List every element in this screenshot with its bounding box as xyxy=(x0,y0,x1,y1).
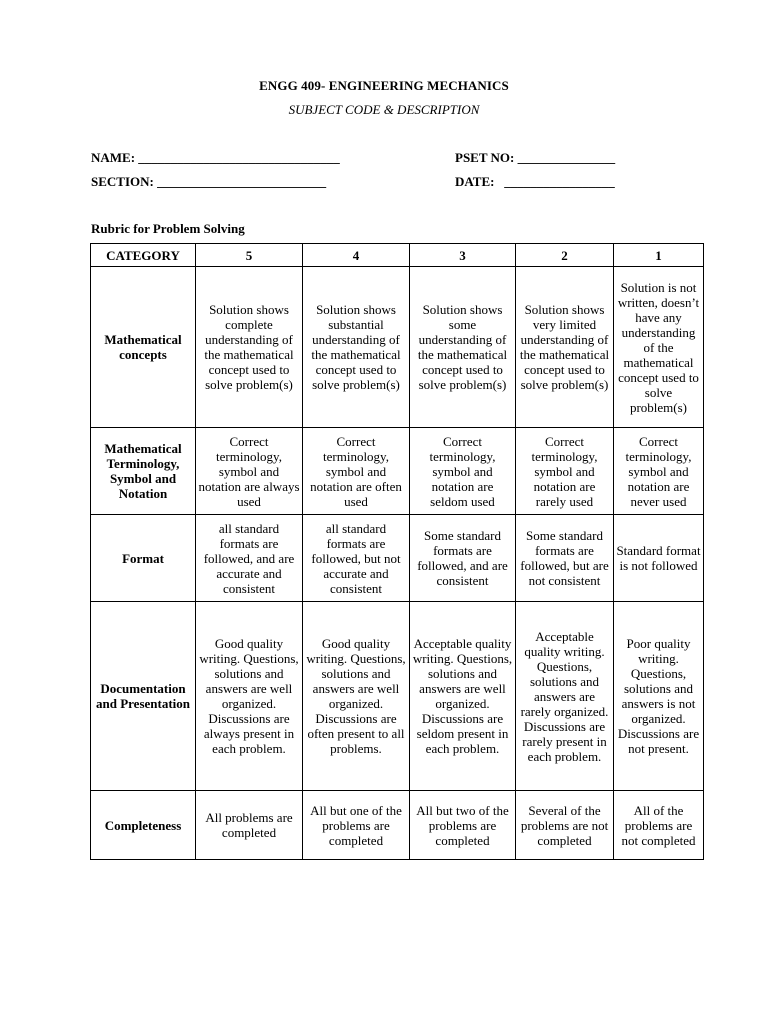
section-field: SECTION: __________________________ xyxy=(91,174,327,189)
criteria-cell: All but two of the problems are completed xyxy=(410,791,516,860)
table-row xyxy=(91,602,704,791)
criteria-cell: Correct terminology, symbol and notation are often used xyxy=(303,428,410,515)
criteria-cell: Acceptable quality writing. Questions, solutions and answers are rarely organized. Discussions are rarely present in each problem. xyxy=(516,602,614,791)
criteria-cell: Poor quality writing. Questions, solutions and answers is not organized. Discussions are not present. xyxy=(614,602,704,791)
criteria-cell: Good quality writing. Questions, solutions and answers are well organized. Discussions are often present to all problems. xyxy=(303,602,410,791)
criteria-cell: Solution shows complete understanding of the mathematical concept used to solve problem(s) xyxy=(196,267,303,428)
criteria-cell: Several of the problems are not completed xyxy=(516,791,614,860)
criteria-cell: All of the problems are not completed xyxy=(614,791,704,860)
date-field: DATE: _________________ xyxy=(455,174,615,189)
category-cell: Mathematical Terminology, Symbol and Notation xyxy=(91,428,196,515)
criteria-cell: Solution shows substantial understanding of the mathematical concept used to solve problem(s) xyxy=(303,267,410,428)
column-header-score-2: 2 xyxy=(516,244,614,267)
criteria-cell: all standard formats are followed, but not accurate and consistent xyxy=(303,515,410,602)
criteria-cell: Correct terminology, symbol and notation are always used xyxy=(196,428,303,515)
criteria-cell: Good quality writing. Questions, solutions and answers are well organized. Discussions are always present in each problem. xyxy=(196,602,303,791)
column-header-category: CATEGORY xyxy=(91,244,196,267)
course-subtitle: SUBJECT CODE & DESCRIPTION xyxy=(288,102,480,117)
criteria-cell: Correct terminology, symbol and notation are never used xyxy=(614,428,704,515)
category-cell: Format xyxy=(91,515,196,602)
criteria-cell: Standard format is not followed xyxy=(614,515,704,602)
table-row xyxy=(91,515,704,602)
criteria-cell: All but one of the problems are completed xyxy=(303,791,410,860)
name-field: NAME: _______________________________ xyxy=(91,150,340,165)
table-row xyxy=(91,267,704,428)
criteria-cell: Solution shows very limited understanding of the mathematical concept used to solve problem(s) xyxy=(516,267,614,428)
criteria-cell: Correct terminology, symbol and notation are rarely used xyxy=(516,428,614,515)
criteria-cell: Solution is not written, doesn’t have any understanding of the mathematical concept used to solve problem(s) xyxy=(614,267,704,428)
rubric-heading: Rubric for Problem Solving xyxy=(91,221,245,236)
column-header-score-4: 4 xyxy=(303,244,410,267)
table-row xyxy=(91,428,704,515)
criteria-cell: Acceptable quality writing. Questions, solutions and answers are well organized. Discussions are seldom present in each problem. xyxy=(410,602,516,791)
category-cell: Documentation and Presentation xyxy=(91,602,196,791)
pset-number-field: PSET NO: _______________ xyxy=(455,150,616,165)
criteria-cell: Solution shows some understanding of the mathematical concept used to solve problem(s) xyxy=(410,267,516,428)
column-header-score-5: 5 xyxy=(196,244,303,267)
category-cell: Mathematical concepts xyxy=(91,267,196,428)
criteria-cell: all standard formats are followed, and are accurate and consistent xyxy=(196,515,303,602)
rubric-table xyxy=(90,243,704,860)
criteria-cell: Some standard formats are followed, and are consistent xyxy=(410,515,516,602)
criteria-cell: Correct terminology, symbol and notation are seldom used xyxy=(410,428,516,515)
criteria-cell: All problems are completed xyxy=(196,791,303,860)
category-cell: Completeness xyxy=(91,791,196,860)
column-header-score-1: 1 xyxy=(614,244,704,267)
criteria-cell: Some standard formats are followed, but are not consistent xyxy=(516,515,614,602)
rubric-header-row xyxy=(91,244,704,267)
course-title: ENGG 409- ENGINEERING MECHANICS xyxy=(259,78,509,93)
table-row xyxy=(91,791,704,860)
column-header-score-3: 3 xyxy=(410,244,516,267)
